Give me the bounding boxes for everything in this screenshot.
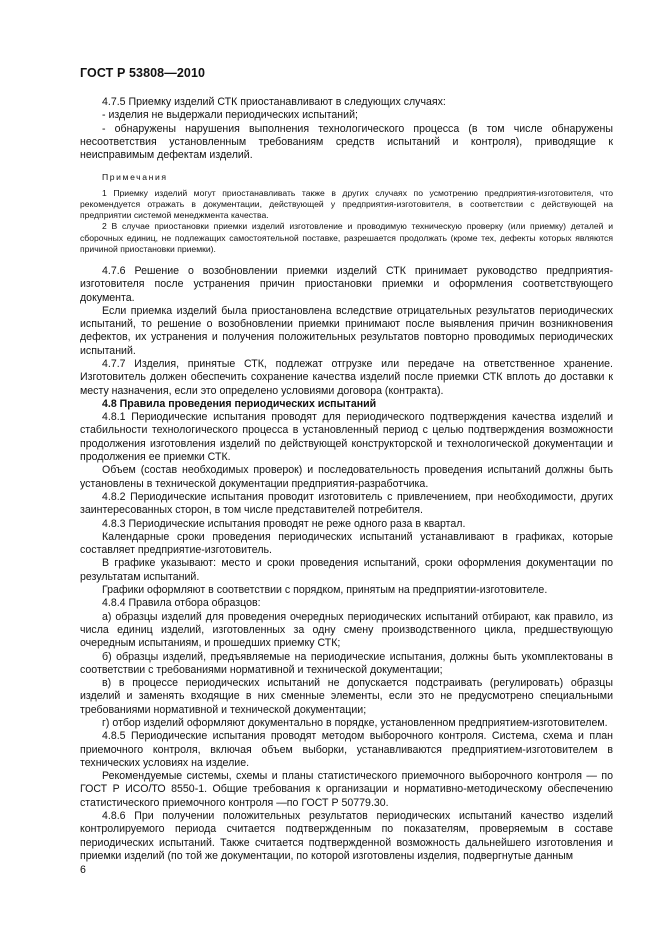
paragraph: Календарные сроки проведения периодических испытаний устанавливают в графиках, которые составляет предприятие-изготовитель. bbox=[80, 530, 613, 557]
list-item: г) отбор изделий оформляют документально в порядке, установленном предприятием-изготовителем. bbox=[102, 717, 608, 729]
paragraph-4-8-2: 4.8.2 Периодические испытания проводит изготовитель с привлечением, при необходимости, других заинтересованных сторон, в том числе представителей потребителя. bbox=[80, 490, 613, 517]
paragraph: Объем (состав необходимых проверок) и последовательность проведения испытаний должны быть установлены в технической документации предприятия-разработчика. bbox=[80, 464, 613, 490]
document-header: ГОСТ Р 53808—2010 bbox=[80, 66, 206, 80]
paragraph: В графике указывают: место и сроки проведения испытаний, сроки оформления документации по результатам испытаний. bbox=[80, 557, 613, 583]
note-1: 1 Приемку изделий могут приостанавливать также в других случаях по усмотрению предприятия-изготовителя, что рекомендуется отражать в документации, действующей у предприятия-изготовителя, в соответствии с действующей на предприятии системой менеджмента качества. bbox=[80, 187, 613, 221]
paragraph-4-8-1: 4.8.1 Периодические испытания проводят для периодического подтверждения качества изделий и стабильности технологического процесса в установленный период с целью подтверждения возможности продолжения изготовления изделий по действующей конструкторской и технологической документации и продолжения ее приемки СТК. bbox=[80, 411, 613, 464]
page-number: 6 bbox=[80, 864, 86, 876]
list-item: б) образцы изделий, предъявляемые на периодические испытания, должны быть укомплектованы в соответствии с требованиями нормативной и технической документации; bbox=[80, 650, 613, 676]
paragraph-4-8-3: 4.8.3 Периодические испытания проводят не реже одного раза в квартал. bbox=[102, 517, 466, 530]
list-item: а) образцы изделий для проведения очередных периодических испытаний отбирают, как правило, из числа единиц изделий, изготовленных за одну смену производственного цикла, предшествующую очередным испытаниям, и прошедших приемку СТК; bbox=[80, 610, 613, 650]
paragraph-4-8-6: 4.8.6 При получении положительных результатов периодических испытаний качество изделий контролируемого периода считается подтвержденным по показателям, проверяемым в составе периодических испытаний. Также считается подтвержденной возможность дальнейшего изготовления и приемки изделий (по той же документации, по которой изготовлены изделия, подвергнутые данным bbox=[80, 810, 613, 862]
paragraph: Рекомендуемые системы, схемы и планы статистического приемочного выборочного контроля — по ГОСТ Р ИСО/ТО 8550-1. Общие требования к организации и нормативно-методическому обеспечению статистического приемочного контроля —по ГОСТ Р 50779.30. bbox=[80, 770, 613, 809]
note-2: 2 В случае приостановки приемки изделий изготовление и проводимую техническую проверку (или приемку) деталей и сборочных единиц, не подлежащих самостоятельной поставке, разрешается продолжать (кроме тех, дефекты которых являются причиной приостановки приемки). bbox=[80, 221, 613, 254]
paragraph: Если приемка изделий была приостановлена вследствие отрицательных результатов периодических испытаний, то решение о возобновлении приемки принимают после выявления причин возникновения дефектов, их устранения и получения положительных результатов повторно проводимых периодических испытаний. bbox=[80, 304, 613, 357]
notes-block bbox=[80, 172, 613, 254]
paragraph: Графики оформляют в соответствии с порядком, принятым на предприятии-изготовителе. bbox=[102, 584, 548, 597]
list-item: в) в процессе периодических испытаний не допускается подстраивать (регулировать) образцы изделий и заменять входящие в них сменные элементы, если это не предусмотрено специальными требованиями нормативной и технической документации; bbox=[80, 677, 613, 716]
paragraph-4-7-7: 4.7.7 Изделия, принятые СТК, подлежат отгрузке или передаче на ответственное хранение. Изготовитель должен обеспечить сохранение качества изделий после приемки СТК вплоть до доставки к месту назначения, если это определено условиями договора (контракта). bbox=[80, 357, 613, 397]
notes-title: Примечания bbox=[102, 172, 168, 183]
paragraph-4-7-6: 4.7.6 Решение о возобновлении приемки изделий СТК принимает руководство предприятия-изготовителя после устранения причин приостановки приемки и оформления соответствующего документа. bbox=[80, 264, 613, 304]
paragraph-4-8-4: 4.8.4 Правила отбора образцов: bbox=[102, 597, 261, 610]
list-item: - изделия не выдержали периодических испытаний; bbox=[102, 109, 358, 122]
paragraph-4-8-5: 4.8.5 Периодические испытания проводят методом выборочного контроля. Система, схема и план приемочного контроля, включая объем выборки, устанавливаются предприятием-изготовителем в технических условиях на изделие. bbox=[80, 730, 613, 769]
paragraph-4-7-5: 4.7.5 Приемку изделий СТК приостанавливают в следующих случаях: bbox=[102, 96, 446, 108]
list-item: - обнаружены нарушения выполнения технологического процесса (в том числе обнаружены несоответствия установленным требованиям средств испытаний и контроля), приводящие к неисправимым дефектам изделий. bbox=[80, 122, 613, 162]
section-heading-4-8: 4.8 Правила проведения периодических испытаний bbox=[102, 397, 377, 410]
document-body bbox=[80, 96, 613, 863]
